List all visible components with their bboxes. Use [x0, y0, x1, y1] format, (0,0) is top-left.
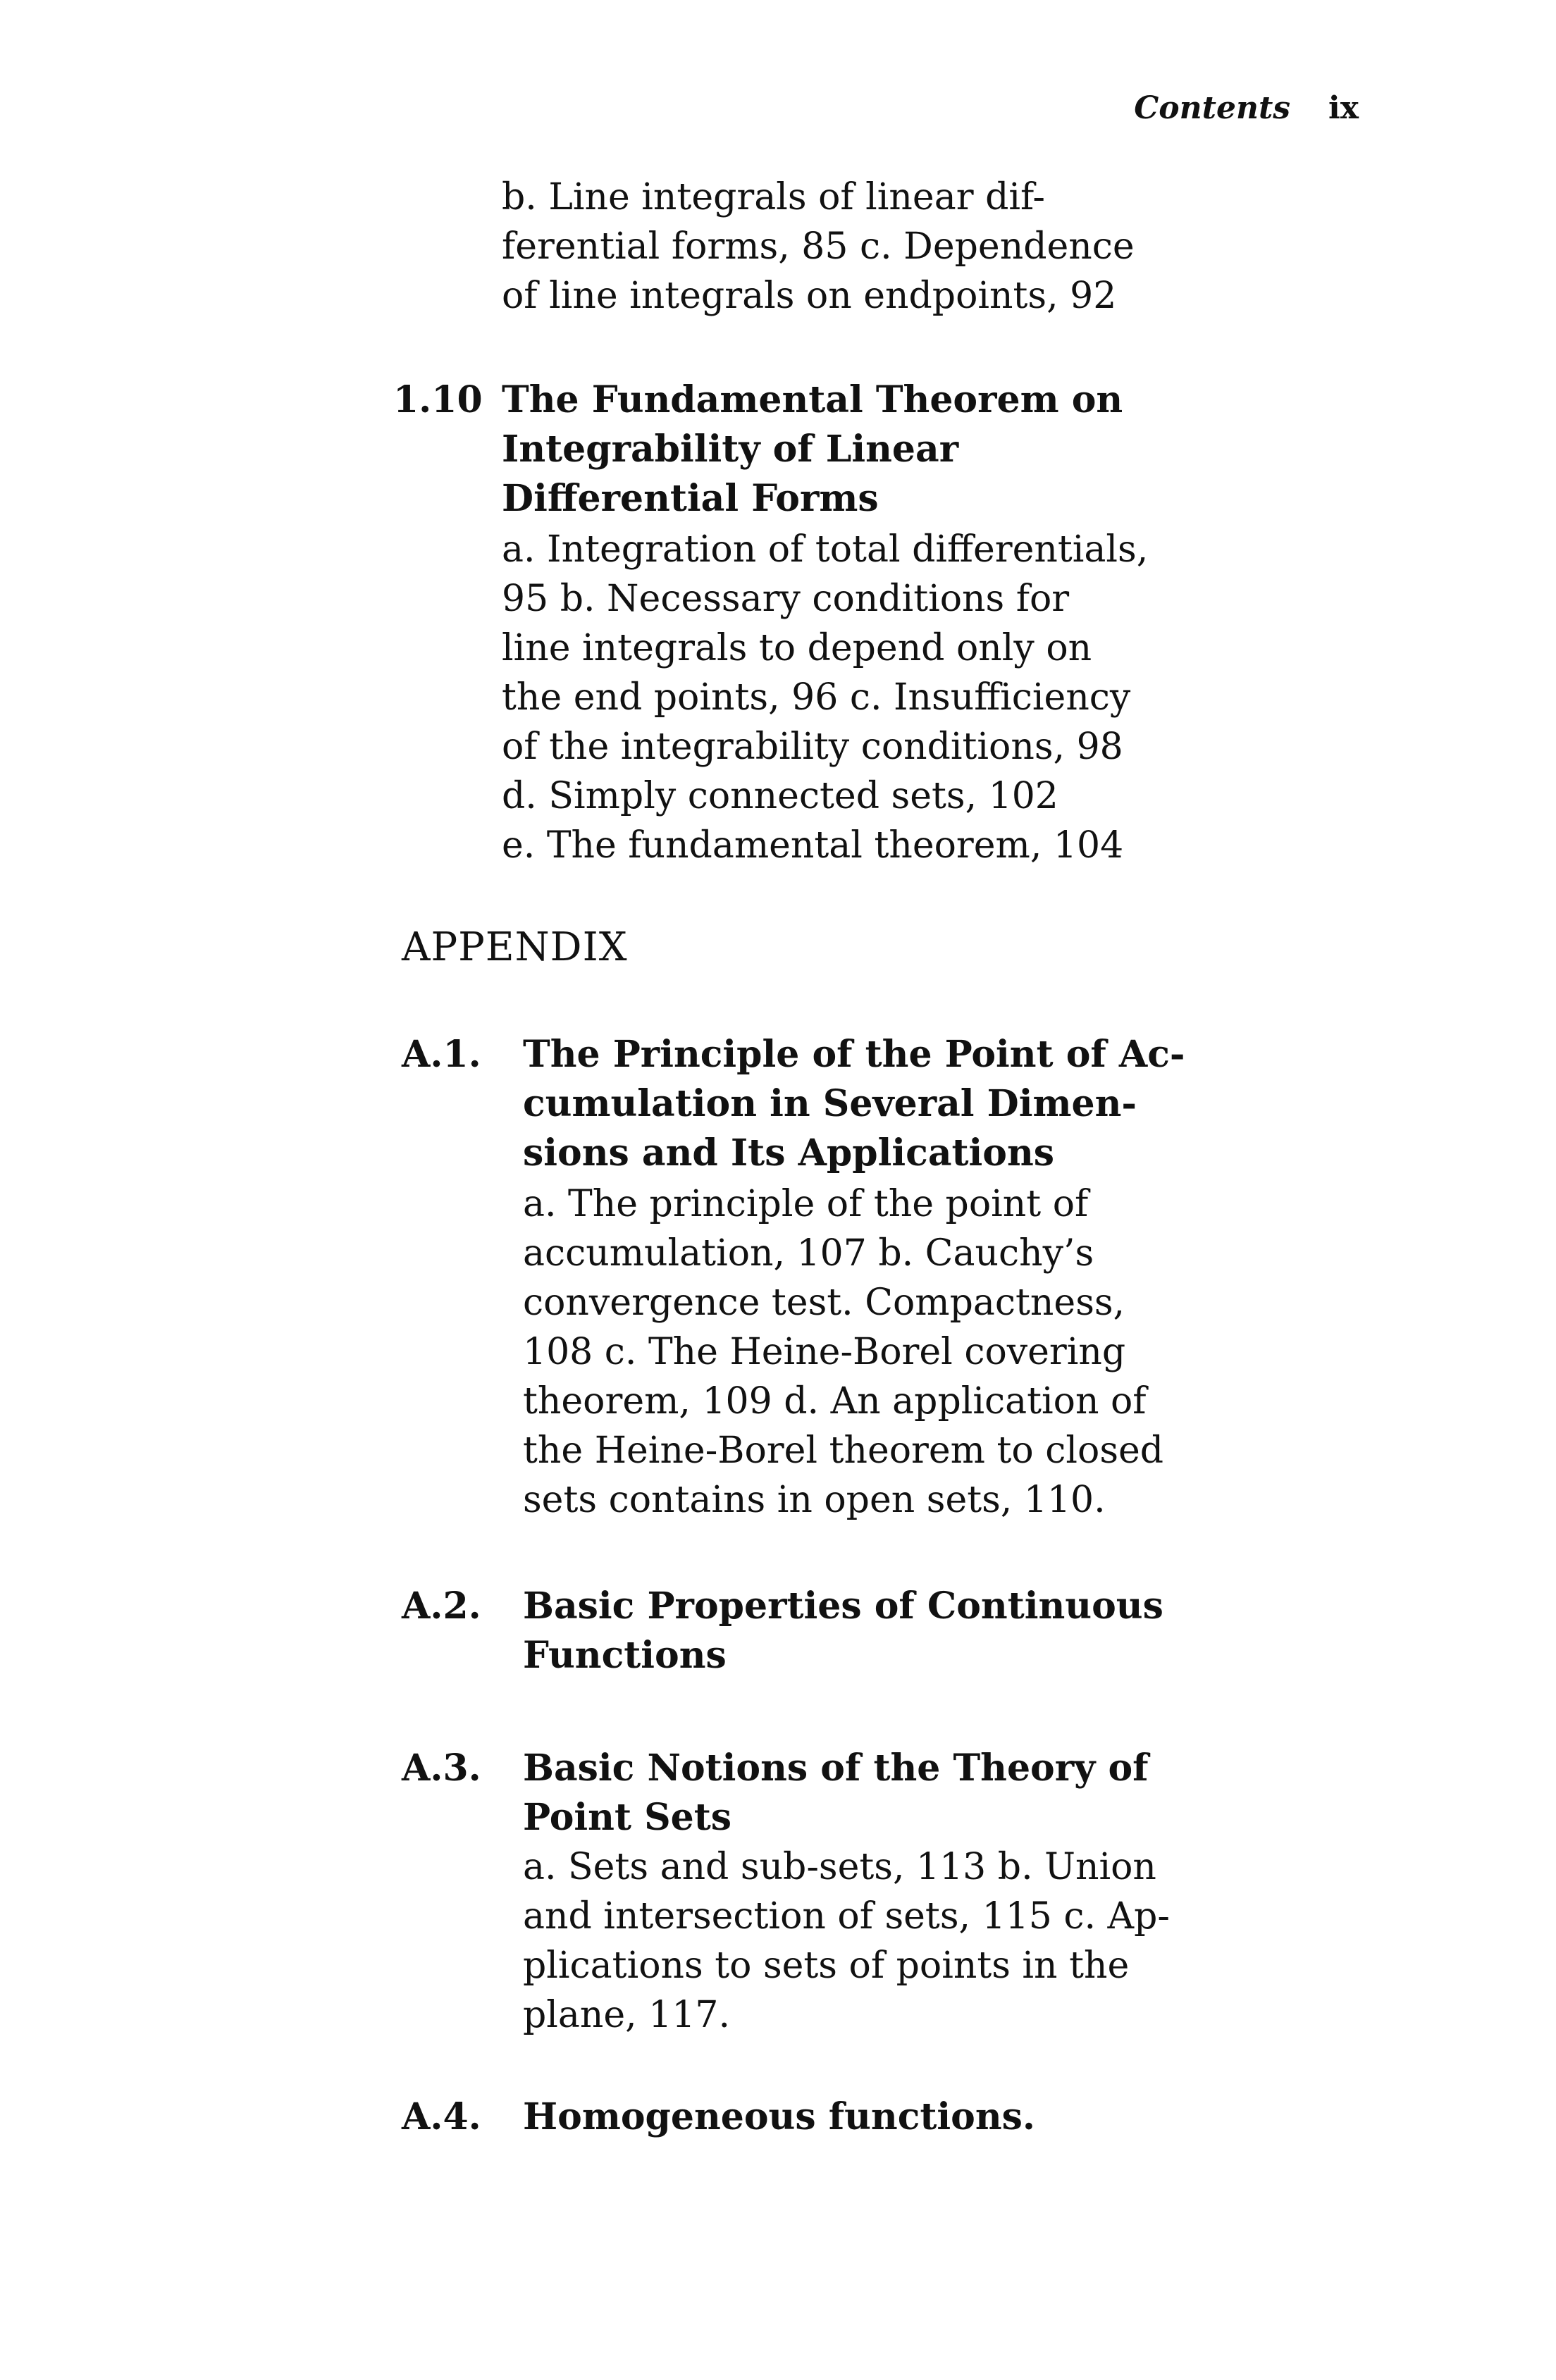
subsection-line: a. Sets and sub-sets, 113 b. Union [523, 1846, 1156, 1888]
subsection-line: of the integrability conditions, 98 [502, 726, 1123, 768]
appendix-heading: APPENDIX [402, 924, 628, 970]
header-page-number: ix [1328, 90, 1359, 126]
running-header [1134, 90, 1359, 126]
subsection-line: a. Integration of total differentials, [502, 528, 1149, 571]
subsection-line: the Heine-Borel theorem to closed [523, 1430, 1164, 1472]
header-label: Contents [1134, 90, 1291, 126]
subsection-line: b. Line integrals of linear dif- [502, 176, 1045, 218]
section-number: A.4. [402, 2095, 481, 2138]
subsection-line: d. Simply connected sets, 102 [502, 775, 1058, 817]
section-title [523, 2093, 1035, 2142]
subsection-line: the end points, 96 c. Insufficiency [502, 676, 1131, 719]
title-line: Functions [523, 1634, 727, 1677]
subsection-line: plane, 117. [523, 1994, 731, 2036]
section-title [523, 1030, 1185, 1178]
title-line: cumulation in Several Dimen- [523, 1082, 1137, 1125]
section-subsections [502, 525, 1148, 870]
subsection-line: ferential forms, 85 c. Dependence [502, 225, 1135, 268]
section-title [523, 1582, 1163, 1680]
section-number: A.3. [402, 1747, 481, 1790]
subsection-line: 95 b. Necessary conditions for [502, 578, 1070, 620]
title-line: Basic Properties of Continuous [523, 1585, 1163, 1628]
title-line: Differential Forms [502, 477, 879, 520]
title-line: Point Sets [523, 1796, 732, 1839]
section-number: 1.10 [393, 378, 483, 421]
title-line: The Fundamental Theorem on [502, 378, 1123, 421]
title-line: Homogeneous functions. [523, 2095, 1036, 2138]
subsection-line: of line integrals on endpoints, 92 [502, 275, 1117, 317]
continuation-subsections [502, 173, 1135, 321]
title-line: The Principle of the Point of Ac- [523, 1033, 1185, 1076]
subsection-line: theorem, 109 d. An application of [523, 1380, 1147, 1423]
subsection-line: 108 c. The Heine-Borel covering [523, 1331, 1126, 1373]
section-title [502, 376, 1123, 523]
title-line: sions and Its Applications [523, 1132, 1055, 1174]
section-title [523, 1744, 1149, 1842]
section-number: A.1. [402, 1033, 481, 1076]
subsection-line: sets contains in open sets, 110. [523, 1479, 1106, 1521]
subsection-line: a. The principle of the point of [523, 1183, 1089, 1225]
title-line: Basic Notions of the Theory of [523, 1747, 1149, 1790]
subsection-line: line integrals to depend only on [502, 627, 1092, 669]
section-number: A.2. [402, 1585, 481, 1628]
title-line: Integrability of Linear [502, 428, 959, 471]
subsection-line: and intersection of sets, 115 c. Ap- [523, 1895, 1170, 1938]
subsection-line: accumulation, 107 b. Cauchy’s [523, 1232, 1094, 1275]
subsection-line: e. The fundamental theorem, 104 [502, 824, 1124, 867]
subsection-line: plications to sets of points in the [523, 1945, 1130, 1987]
section-subsections [523, 1179, 1163, 1525]
section-subsections [523, 1842, 1170, 2040]
subsection-line: convergence test. Compactness, [523, 1282, 1125, 1324]
